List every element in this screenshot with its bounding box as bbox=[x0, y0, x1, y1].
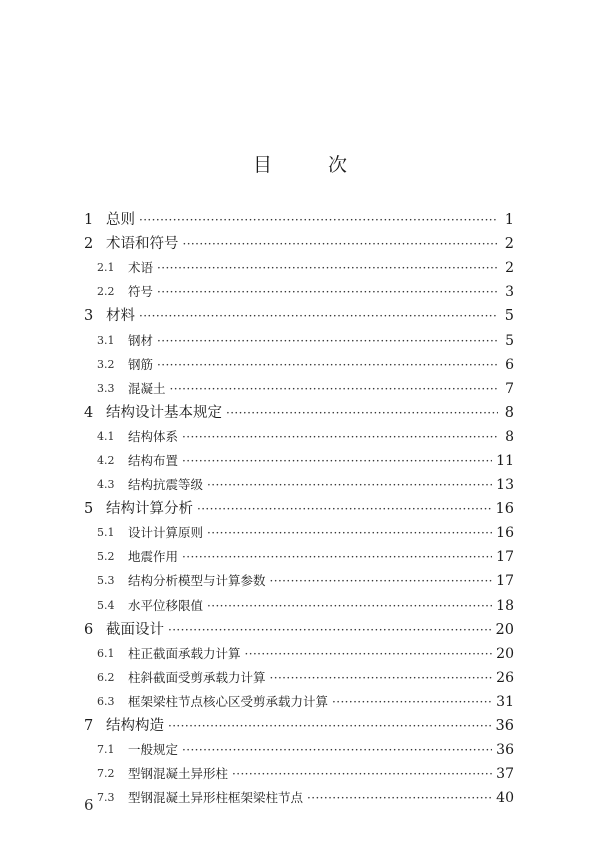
toc-number: 3.2 bbox=[97, 357, 115, 371]
toc-entry[interactable] bbox=[84, 714, 514, 738]
table-of-contents bbox=[84, 208, 514, 810]
toc-label: 总则 bbox=[106, 212, 135, 229]
toc-label: 型钢混凝土异形柱框架梁柱节点 bbox=[128, 790, 304, 806]
toc-number: 7.2 bbox=[97, 767, 115, 781]
toc-entry[interactable] bbox=[84, 449, 514, 473]
dot-leader bbox=[170, 377, 498, 401]
toc-entry[interactable] bbox=[84, 545, 514, 569]
dot-leader bbox=[182, 425, 498, 449]
toc-entry[interactable] bbox=[84, 569, 514, 593]
dot-leader bbox=[182, 545, 492, 569]
toc-entry[interactable] bbox=[84, 280, 514, 304]
title-char-2: 次 bbox=[328, 154, 348, 176]
dot-leader bbox=[245, 642, 493, 666]
toc-label: 柱斜截面受剪承载力计算 bbox=[128, 669, 266, 685]
toc-page: 20 bbox=[495, 621, 514, 638]
dot-leader bbox=[157, 329, 498, 353]
toc-number: 6.3 bbox=[97, 694, 115, 708]
toc-page: 5 bbox=[505, 332, 514, 349]
toc-page: 17 bbox=[496, 573, 514, 590]
toc-page: 11 bbox=[496, 452, 514, 469]
dot-leader bbox=[197, 497, 492, 521]
toc-label: 术语 bbox=[128, 260, 154, 276]
dot-leader bbox=[157, 353, 498, 377]
toc-label: 柱正截面承载力计算 bbox=[128, 645, 241, 661]
toc-entry[interactable] bbox=[84, 762, 514, 786]
toc-entry[interactable] bbox=[84, 256, 514, 280]
dot-leader bbox=[182, 449, 492, 473]
toc-number: 3.1 bbox=[97, 333, 115, 347]
toc-number: 2 bbox=[84, 236, 94, 253]
toc-number: 1 bbox=[84, 212, 94, 229]
toc-label: 结构体系 bbox=[128, 428, 179, 444]
dot-leader bbox=[168, 714, 492, 738]
dot-leader bbox=[168, 618, 492, 642]
toc-number: 6.2 bbox=[97, 670, 115, 684]
toc-entry[interactable] bbox=[84, 666, 514, 690]
toc-number: 6 bbox=[84, 621, 94, 638]
toc-label: 符号 bbox=[128, 284, 154, 300]
dot-leader bbox=[183, 232, 499, 256]
toc-label: 结构设计基本规定 bbox=[106, 404, 222, 421]
toc-page: 37 bbox=[496, 766, 514, 783]
toc-page: 7 bbox=[505, 380, 514, 397]
toc-entry[interactable] bbox=[84, 328, 514, 352]
toc-label: 钢筋 bbox=[128, 356, 154, 372]
toc-number: 5.2 bbox=[97, 550, 115, 564]
toc-label: 钢材 bbox=[128, 332, 154, 348]
toc-label: 结构计算分析 bbox=[106, 501, 193, 518]
toc-number: 5.3 bbox=[97, 574, 115, 588]
toc-entry[interactable] bbox=[84, 208, 514, 232]
toc-entry[interactable] bbox=[84, 594, 514, 618]
toc-entry[interactable] bbox=[84, 642, 514, 666]
dot-leader bbox=[307, 786, 492, 810]
toc-number: 7 bbox=[84, 718, 94, 735]
dot-leader bbox=[270, 569, 493, 593]
dot-leader bbox=[226, 401, 498, 425]
dot-leader bbox=[157, 256, 498, 280]
toc-number: 4.2 bbox=[97, 453, 115, 467]
dot-leader bbox=[207, 594, 492, 618]
toc-page: 40 bbox=[496, 790, 514, 807]
toc-label: 混凝土 bbox=[128, 380, 166, 396]
dot-leader bbox=[139, 304, 498, 328]
toc-label: 结构分析模型与计算参数 bbox=[128, 573, 266, 589]
toc-label: 术语和符号 bbox=[106, 236, 179, 253]
toc-label: 材料 bbox=[106, 308, 135, 325]
dot-leader bbox=[207, 521, 492, 545]
toc-page: 18 bbox=[496, 597, 514, 614]
toc-entry[interactable] bbox=[84, 473, 514, 497]
toc-page: 2 bbox=[505, 260, 514, 277]
toc-label: 型钢混凝土异形柱 bbox=[128, 766, 229, 782]
toc-number: 3.3 bbox=[97, 381, 115, 395]
toc-number: 6.1 bbox=[97, 646, 115, 660]
page-title bbox=[0, 150, 600, 177]
toc-page: 6 bbox=[505, 356, 514, 373]
dot-leader bbox=[157, 280, 498, 304]
dot-leader bbox=[270, 666, 493, 690]
toc-entry[interactable] bbox=[84, 401, 514, 425]
toc-page: 26 bbox=[496, 669, 514, 686]
toc-page: 31 bbox=[496, 693, 514, 710]
toc-entry[interactable] bbox=[84, 304, 514, 328]
toc-page: 17 bbox=[496, 549, 514, 566]
toc-label: 水平位移限值 bbox=[128, 597, 204, 613]
toc-entry[interactable] bbox=[84, 618, 514, 642]
toc-page: 8 bbox=[504, 404, 514, 421]
toc-number: 5.1 bbox=[97, 526, 115, 540]
toc-page: 36 bbox=[496, 742, 514, 759]
toc-page: 16 bbox=[496, 525, 514, 542]
toc-page: 8 bbox=[505, 428, 514, 445]
dot-leader bbox=[332, 690, 492, 714]
toc-label: 一般规定 bbox=[128, 742, 179, 758]
toc-page: 3 bbox=[505, 284, 514, 301]
toc-entry[interactable] bbox=[84, 425, 514, 449]
toc-entry[interactable] bbox=[84, 497, 514, 521]
dot-leader bbox=[232, 762, 492, 786]
dot-leader bbox=[182, 738, 492, 762]
toc-page: 2 bbox=[504, 236, 514, 253]
toc-entry[interactable] bbox=[84, 353, 514, 377]
toc-number: 2.1 bbox=[97, 261, 115, 275]
toc-number: 7.3 bbox=[97, 791, 115, 805]
toc-page: 5 bbox=[504, 308, 514, 325]
toc-entry[interactable] bbox=[84, 232, 514, 256]
toc-number: 7.1 bbox=[97, 743, 115, 757]
toc-number: 4.3 bbox=[97, 478, 115, 492]
dot-leader bbox=[207, 473, 492, 497]
toc-label: 框架梁柱节点核心区受剪承载力计算 bbox=[128, 693, 329, 709]
toc-label: 结构布置 bbox=[128, 452, 179, 468]
toc-number: 3 bbox=[84, 308, 94, 325]
toc-entry[interactable] bbox=[84, 690, 514, 714]
page-number: 6 bbox=[84, 796, 94, 814]
toc-page: 16 bbox=[495, 501, 514, 518]
toc-label: 结构抗震等级 bbox=[128, 477, 204, 493]
toc-number: 2.2 bbox=[97, 285, 115, 299]
toc-label: 设计计算原则 bbox=[128, 525, 204, 541]
title-char-1: 目 bbox=[252, 154, 272, 176]
toc-label: 结构构造 bbox=[106, 718, 164, 735]
toc-page: 1 bbox=[504, 212, 514, 229]
dot-leader bbox=[139, 208, 498, 232]
toc-entry[interactable] bbox=[84, 786, 514, 810]
toc-page: 36 bbox=[495, 718, 514, 735]
toc-label: 地震作用 bbox=[128, 549, 179, 565]
toc-number: 5.4 bbox=[97, 598, 115, 612]
toc-number: 5 bbox=[84, 501, 94, 518]
toc-entry[interactable] bbox=[84, 738, 514, 762]
toc-page: 13 bbox=[496, 477, 514, 494]
toc-number: 4 bbox=[84, 404, 94, 421]
toc-entry[interactable] bbox=[84, 377, 514, 401]
toc-page: 20 bbox=[496, 645, 514, 662]
toc-number: 4.1 bbox=[97, 429, 115, 443]
toc-label: 截面设计 bbox=[106, 621, 164, 638]
toc-entry[interactable] bbox=[84, 521, 514, 545]
